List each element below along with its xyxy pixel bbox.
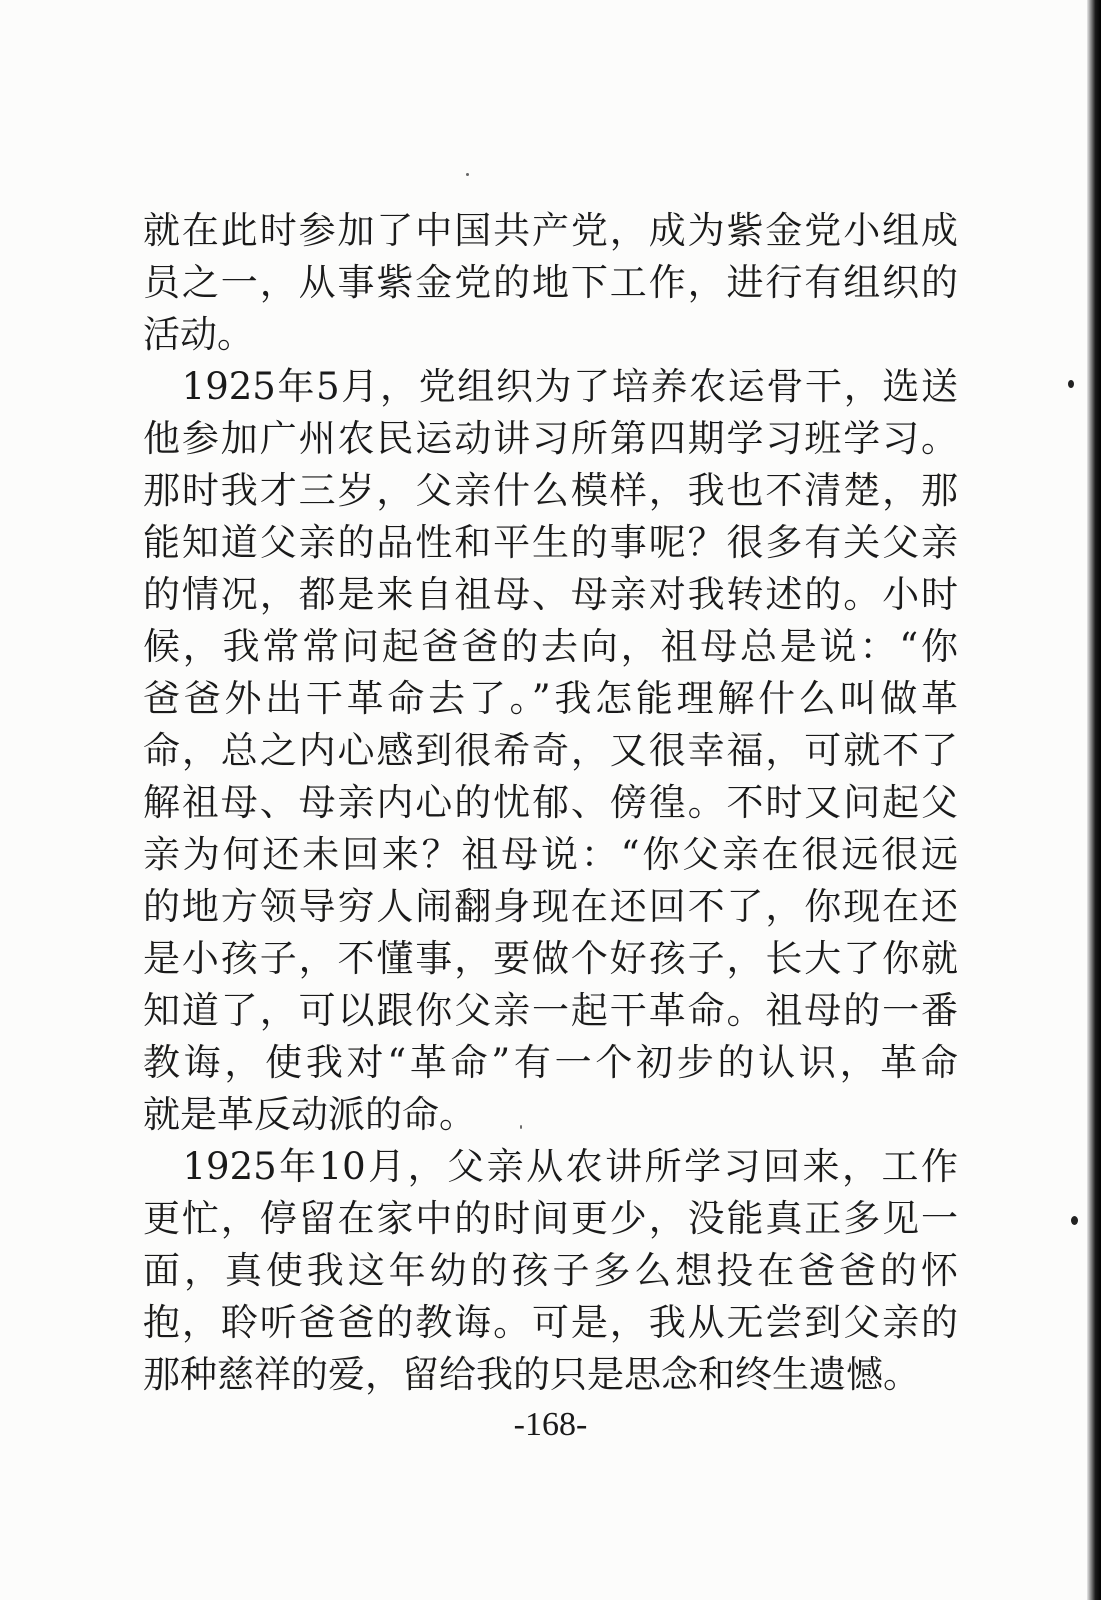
scan-speck [520,1125,522,1129]
text-line: 爸爸外出干革命去了。”我怎能理解什么叫做革 [143,677,958,720]
text-line: 面，真使我这年幼的孩子多么想投在爸爸的怀 [143,1249,958,1292]
scan-speck [1068,380,1074,388]
text-line: 他参加广州农民运动讲习所第四期学习班学习。 [143,417,958,460]
text-line: 抱，聆听爸爸的教诲。可是，我从无尝到父亲的 [143,1301,958,1344]
text-line: 命，总之内心感到很希奇，又很幸福，可就不了 [143,729,958,772]
text-line: 解祖母、母亲内心的忧郁、傍徨。不时又问起父 [143,781,958,824]
text-line: 能知道父亲的品性和平生的事呢？很多有关父亲 [143,521,958,564]
text-line: 那种慈祥的爱，留给我的只是思念和终生遗憾。 [143,1353,920,1396]
text-line: 员之一，从事紫金党的地下工作，进行有组织的 [143,261,958,304]
text-line: 就是革反动派的命。 [143,1093,476,1136]
scan-speck [1071,1216,1078,1225]
text-line: 的情况，都是来自祖母、母亲对我转述的。小时 [143,573,958,616]
text-line: 1925年10月，父亲从农讲所学习回来，工作 [143,1145,958,1188]
text-line: 活动。 [143,313,254,356]
scan-speck [466,173,469,176]
text-line: 更忙，停留在家中的时间更少，没能真正多见一 [143,1197,958,1240]
text-line: 候，我常常问起爸爸的去向，祖母总是说：“你 [143,625,958,668]
page-number: -168- [513,1406,588,1443]
text-line: 知道了，可以跟你父亲一起干革命。祖母的一番 [143,989,958,1032]
text-line: 那时我才三岁，父亲什么模样，我也不清楚，那 [143,469,958,512]
text-line: 1925年5月，党组织为了培养农运骨干，选送 [143,365,958,408]
text-line: 就在此时参加了中国共产党，成为紫金党小组成 [143,209,958,252]
text-line: 亲为何还未回来？祖母说：“你父亲在很远很远 [143,833,958,876]
text-line: 的地方领导穷人闹翻身现在还回不了，你现在还 [143,885,958,928]
text-line: 教诲，使我对“革命”有一个初步的认识，革命 [143,1041,958,1084]
text-line: 是小孩子，不懂事，要做个好孩子，长大了你就 [143,937,958,980]
page-edge-shadow [1087,0,1101,1600]
